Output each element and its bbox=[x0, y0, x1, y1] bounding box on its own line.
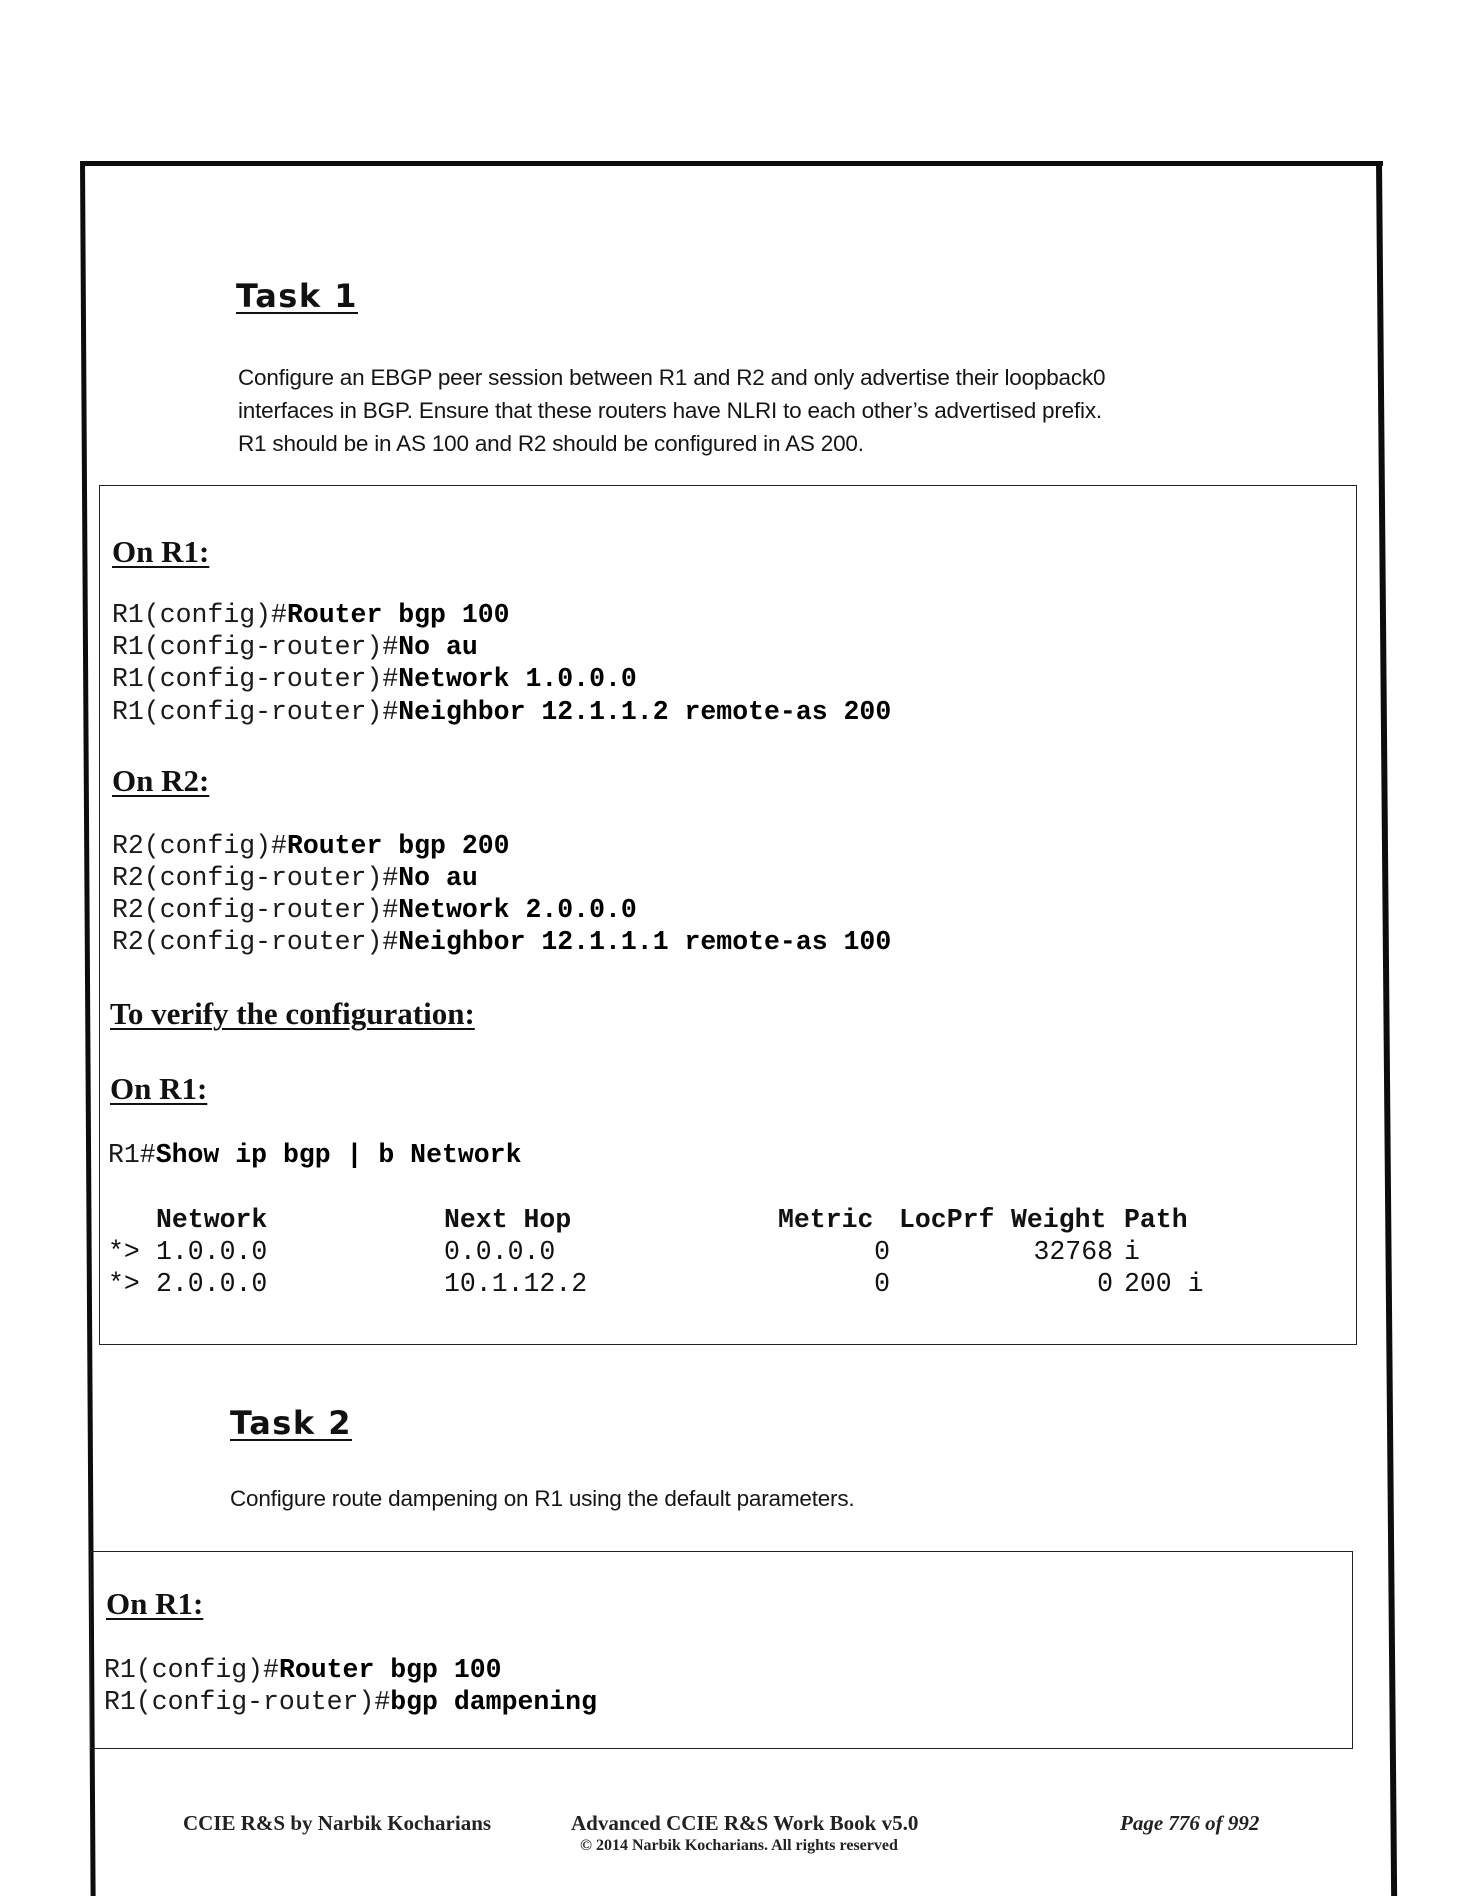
code-command: Router bgp 100 bbox=[286, 600, 510, 630]
row-weight: 0 bbox=[1097, 1269, 1113, 1299]
code-command: Network 2.0.0.0 bbox=[398, 895, 637, 925]
task2-solution-box bbox=[90, 1551, 1353, 1749]
row-path: 200 i bbox=[1124, 1269, 1204, 1299]
code-prompt: R1(config-router)# bbox=[112, 632, 399, 662]
code-line bbox=[112, 894, 637, 926]
code-prompt: R1(config)# bbox=[112, 600, 287, 630]
row-weight: 32768 bbox=[1033, 1237, 1113, 1267]
column-header-network: Network bbox=[156, 1205, 268, 1235]
code-command: bgp dampening bbox=[390, 1687, 597, 1717]
code-prompt: R1# bbox=[108, 1140, 156, 1170]
task1-r2-heading: On R2: bbox=[112, 763, 210, 798]
code-prompt: R2(config-router)# bbox=[112, 927, 399, 957]
verify-heading: To verify the configuration: bbox=[110, 996, 475, 1031]
code-line bbox=[112, 830, 510, 862]
code-command: No au bbox=[398, 863, 478, 893]
code-command: Network 1.0.0.0 bbox=[398, 664, 637, 694]
code-prompt: R1(config-router)# bbox=[112, 664, 399, 694]
footer-page-number: Page 776 of 992 bbox=[1120, 1811, 1260, 1835]
column-header-weight: Weight bbox=[1011, 1205, 1107, 1235]
code-command: No au bbox=[398, 632, 478, 662]
verify-command-line bbox=[108, 1139, 521, 1171]
task1-title: Task 1 bbox=[236, 277, 359, 315]
code-command: Router bgp 200 bbox=[286, 831, 510, 861]
column-header-locprf: LocPrf bbox=[899, 1205, 995, 1235]
code-prompt: R1(config)# bbox=[104, 1655, 279, 1685]
code-prompt: R1(config-router)# bbox=[104, 1687, 391, 1717]
task2-description: Configure route dampening on R1 using the default parameters. bbox=[230, 1486, 855, 1511]
row-metric: 0 bbox=[874, 1237, 890, 1267]
row-path: i bbox=[1124, 1237, 1140, 1267]
verify-r1-heading: On R1: bbox=[110, 1071, 208, 1106]
row-network: 2.0.0.0 bbox=[156, 1269, 268, 1299]
code-line bbox=[104, 1686, 597, 1718]
column-header-next-hop: Next Hop bbox=[444, 1205, 572, 1235]
code-line bbox=[104, 1654, 502, 1686]
code-prompt: R1(config-router)# bbox=[112, 697, 399, 727]
code-line bbox=[112, 862, 478, 894]
task2-title: Task 2 bbox=[230, 1404, 353, 1442]
code-line bbox=[112, 631, 478, 663]
page-frame-top-border bbox=[83, 161, 1383, 166]
row-next-hop: 10.1.12.2 bbox=[444, 1269, 588, 1299]
row-status: *> bbox=[108, 1269, 140, 1299]
page-frame-right-border bbox=[1376, 161, 1397, 1896]
code-prompt: R2(config-router)# bbox=[112, 895, 399, 925]
code-command: Neighbor 12.1.1.1 remote-as 100 bbox=[398, 927, 892, 957]
code-command: Router bgp 100 bbox=[278, 1655, 502, 1685]
column-header-metric: Metric bbox=[778, 1205, 874, 1235]
column-header-path: Path bbox=[1124, 1205, 1188, 1235]
task1-description-line-1: Configure an EBGP peer session between R1 and R2 and only advertise their loopback0 bbox=[238, 365, 1106, 390]
code-line bbox=[112, 926, 891, 958]
task1-description-line-3: R1 should be in AS 100 and R2 should be configured in AS 200. bbox=[238, 431, 864, 456]
code-line bbox=[112, 696, 891, 728]
code-line bbox=[112, 599, 510, 631]
code-command: Show ip bgp | b Network bbox=[155, 1140, 522, 1170]
footer-book-title: Advanced CCIE R&S Work Book v5.0 bbox=[571, 1811, 919, 1835]
row-next-hop: 0.0.0.0 bbox=[444, 1237, 556, 1267]
row-status: *> bbox=[108, 1237, 140, 1267]
code-prompt: R2(config-router)# bbox=[112, 863, 399, 893]
footer-author: CCIE R&S by Narbik Kocharians bbox=[183, 1811, 492, 1835]
row-metric: 0 bbox=[874, 1269, 890, 1299]
task2-r1-heading: On R1: bbox=[106, 1586, 204, 1621]
task1-r1-heading: On R1: bbox=[112, 534, 210, 569]
code-command: Neighbor 12.1.1.2 remote-as 200 bbox=[398, 697, 892, 727]
task1-description-line-2: interfaces in BGP. Ensure that these routers have NLRI to each other’s advertised prefix. bbox=[238, 398, 1102, 423]
row-network: 1.0.0.0 bbox=[156, 1237, 268, 1267]
footer-copyright: © 2014 Narbik Kocharians. All rights reserved bbox=[580, 1837, 898, 1854]
code-line bbox=[112, 663, 637, 695]
code-prompt: R2(config)# bbox=[112, 831, 287, 861]
